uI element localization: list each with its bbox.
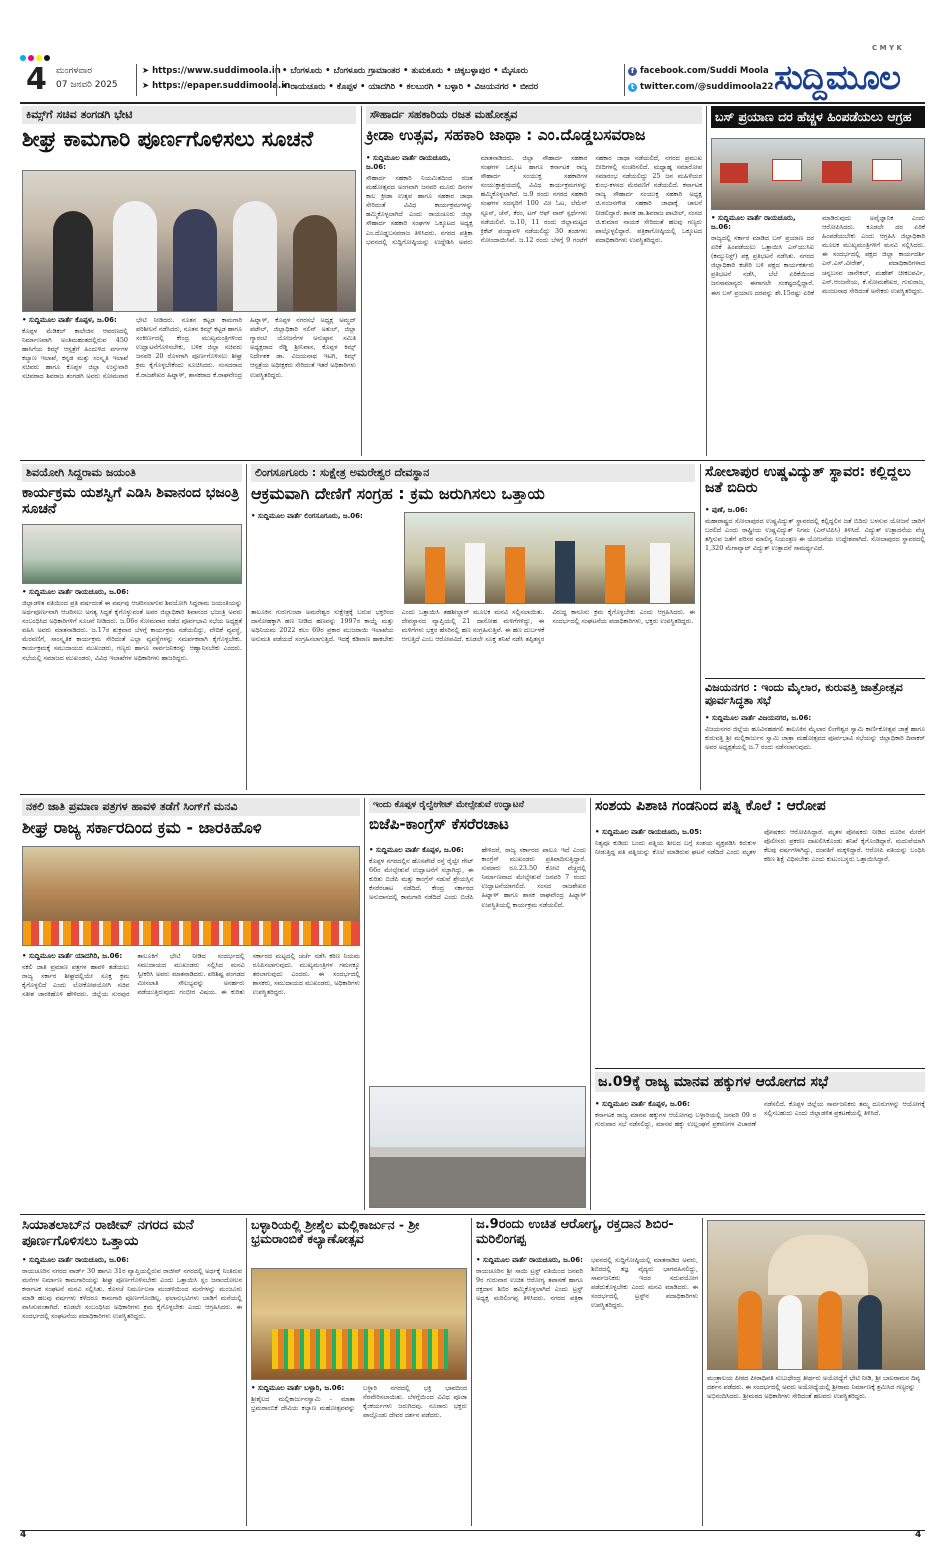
article-body — [22, 952, 360, 1210]
article-souharda-jubilee — [366, 106, 702, 145]
article-body — [369, 846, 586, 1082]
article-kicker: ಲಿಂಗಸೂಗೂರು : ಸುಕ್ಷೇತ್ರ ಅಮರೇಶ್ವರ ದೇವಸ್ಥಾನ — [251, 464, 695, 482]
article-text: ತಾಲೂಕಿನ ಗುರುಗುಂಟಾ ಅಮರೇಶ್ವರ ಸುಕ್ಷೇತ್ರಕ್ಕೆ ಬರುವ ಭಕ್ತರಿಂದ ದಾಸೋಹಕ್ಕಾಗಿ ಹಣ ನೀಡಿದ ಹಣವನ್ನು 1997ರ ಕಾಯ್ದೆ ಮತ್ತು ಅಧಿನಿಯಮ 2022 ಕಲಂ 69ರ ಪ್ರಕಾರ ಮುಜರಾಯಿ ಇಲಾಖೆಯ ಅನುಮತಿ ಪಡೆಯದೆ ಸಂಗ್ರಹಿಸಲಾಗುತ್ತಿದೆ. ಇದಕ್ಕೆ ಕಡಿವಾಣ ಹಾಕಬೇಕು ಎಂದು ಒತ್ತಾಯಿಸಿ ತಹಶೀಲ್ದಾರ್ ಮೂಲಕ ಮನವಿ ಸಲ್ಲಿಸಲಾಯಿತು. ದೇವಸ್ಥಾನದ ವ್ಯಾಪ್ತಿಯಲ್ಲಿ 21 ದಾಸೋಹ ಮಳಿಗೆಗಳಿದ್ದು, ಈ ಮಳಿಗೆಗಳು ಭಕ್ತರ ಹೆಸರಿನಲ್ಲಿ ಹಣ ಸಂಗ್ರಹಿಸುತ್ತಿವೆ. ಈ ಹಣ ದುರ್ಬಳಕೆ ಆಗುತ್ತಿದೆ ಎಂಬ ಆರೋಪವಿದೆ. ಕೂಡಲೇ ಸೂಕ್ತ ತನಿಖೆ ನಡೆಸಿ ತಪ್ಪಿತಸ್ಥರ ವಿರುದ್ಧ ಕಾನೂನು ಕ್ರಮ ಕೈಗೊಳ್ಳಬೇಕು ಎಂದು ಆಗ್ರಹಿಸಿದರು. ಈ ಸಂದರ್ಭದಲ್ಲಿ ಸಂಘಟನೆಯ ಪದಾಧಿಕಾರಿಗಳು, ಭಕ್ತರು ಉಪಸ್ಥಿತರಿದ್ದರು. — [251, 608, 695, 644]
article-body — [595, 828, 925, 1064]
article-text: ವಿಜಯನಗರ ಜಿಲ್ಲೆಯ ಹೂವಿನಹಡಗಲಿ ತಾಲೂಕಿನ ಮೈಲಾರ ಲಿಂಗೇಶ್ವರ ಸ್ವಾಮಿ ಕಾರ್ಣಿಕೋತ್ಸವ ಜಾತ್ರೆ ಹಾಗೂ ಕುರುವತ್ತಿ ಶ್ರೀ ಮಲ್ಲಿಕಾರ್ಜುನ ಸ್ವಾಮಿ ಜಾತ್ರಾ ಮಹೋತ್ಸವದ ಪೂರ್ವಭಾವಿ ಸಭೆಯನ್ನು ಜಿಲ್ಲಾಧಿಕಾರಿ ದಿವಾಕರ್ ಅವರ ಅಧ್ಯಕ್ಷತೆಯಲ್ಲಿ ಜ.7 ರಂದು ನಡೆಸಲಾಗುವುದು. — [705, 725, 925, 752]
article-text: ಜಿಲ್ಲಾಡಳಿತ ವತಿಯಿಂದ ಪ್ರತಿ ವರ್ಷದಂತೆ ಈ ವರ್ಷವು ಆಚರಿಸಲಾಗುವ ಶಿವಯೋಗಿ ಸಿದ್ದರಾಮ ಜಯಂತಿಯನ್ನು ಅರ್ಥಪೂರ್ಣವಾಗಿ ಆಚರಿಸಲು ಅಗತ್ಯ ಸಿದ್ಧತೆ ಕೈಗೊಳ್ಳುವಂತೆ ಅಪರ ಜಿಲ್ಲಾಧಿಕಾರಿ ಶಿವಾನಂದ ಭಜಂತ್ರಿ ಅವರು ಸಂಬಂಧಿಸಿದ ಅಧಿಕಾರಿಗಳಿಗೆ ಸೂಚನೆ ನೀಡಿದರು. ಜ.06ರ ಸೋಮವಾರ ನಡೆದ ಪೂರ್ವಭಾವಿ ಸಭೆಯ ಅಧ್ಯಕ್ಷತೆ ವಹಿಸಿ ಅವರು ಮಾತನಾಡಿದರು. ಜ.17ರ ಶುಕ್ರವಾರ ಬೆಳಗ್ಗೆ ಕಾರ್ಯಕ್ರಮ ನಡೆಯಲಿದ್ದು, ವೇದಿಕೆ ವ್ಯವಸ್ಥೆ, ಮೆರವಣಿಗೆ, ಸಾಂಸ್ಕೃತಿಕ ಕಾರ್ಯಕ್ರಮ ಸೇರಿದಂತೆ ಎಲ್ಲಾ ವ್ಯವಸ್ಥೆಗಳನ್ನು ಸಮರ್ಪಕವಾಗಿ ಕೈಗೊಳ್ಳಬೇಕು. ಕಾರ್ಯಕ್ರಮಕ್ಕೆ ಸಮುದಾಯದ ಮುಖಂಡರು, ಗಣ್ಯರು ಹಾಗೂ ಸಾರ್ವಜನಿಕರನ್ನು ಆಹ್ವಾನಿಸಬೇಕು ಎಂದರು. ಸಭೆಯಲ್ಲಿ ಸಮಾಜದ ಮುಖಂಡರು, ವಿವಿಧ ಇಲಾಖೆಗಳ ಅಧಿಕಾರಿಗಳು ಹಾಜರಿದ್ದರು. — [22, 599, 242, 662]
article-body — [22, 1256, 242, 1526]
article-siddarama-jayanti — [22, 464, 242, 517]
article-headline: ಕ್ರೀಡಾ ಉತ್ಸವ, ಸಹಕಾರಿ ಜಾಥಾ : ಎಂ.ದೊಡ್ಡಬಸವರಾಜ — [366, 125, 646, 144]
article-headline: ಸಿಯಾತಲಾಬ್‌ನ ರಾಜೀವ್ ನಗರದ ಮನೆ ಪೂರ್ಣಗೊಳಿಸಲು ಒತ್ತಾಯ — [22, 1217, 194, 1249]
article-body — [366, 154, 702, 456]
article-text: ಕೊಪ್ಪಳ ಮೆಡಿಕಲ್ ಕಾಲೇಜಿನ ಆವರಣದಲ್ಲಿ ನಿರ್ಮಾಣವಾಗಿ ಅಂತಿಮಹಂತದಲ್ಲಿರುವ 450 ಹಾಸಿಗೆಯ ಕಿಮ್ಸ್ ಆಸ್ಪತ್ರೆಗೆ ಹಿಂದುಳಿದ ವರ್ಗಗಳ ಕಲ್ಯಾಣ ಇಲಾಖೆ, ಕನ್ನಡ ಮತ್ತು ಸಂಸ್ಕೃತಿ ಇಲಾಖೆ ಸಚಿವರು ಹಾಗೂ ಕೊಪ್ಪಳ ಜಿಲ್ಲಾ ಉಸ್ತುವಾರಿ ಸಚಿವರಾದ ಶಿವರಾಜ ತಂಗಡಗಿ ಅವರು ಸೋಮವಾರ ಭೇಟಿ ನೀಡಿದರು. ನೂತನ ಕಟ್ಟಡ ಕಾಮಗಾರಿ ಪರಿಶೀಲನೆ ನಡೆಸಿದರು, ನೂತನ ಕಿಮ್ಸ್ ಕಟ್ಟಡ ಹಾಗೂ ಸಂಕೀರ್ಣದಲ್ಲಿ ಕೇಂದ್ರ ಮುಖ್ಯಮಂತ್ರಿಗಳಿಂದ ಉದ್ಘಾಟನೆಗೊಳಿಸಬೇಕು, ಬಳಿಕ ಜಿಲ್ಲಾ ಸಚಿವರು ಜನವರಿ 20 ರೊಳಗಾಗಿ ಪೂರ್ಣಗೊಳಿಸಲು ಶೀಘ್ರ ಕ್ರಮ ಕೈಗೊಳ್ಳಬೇಕೆಂದು ಸೂಚಿಸಿದರು. ಸಂಸದರಾದ ಕೆ.ರಾಜಶೇಖರ ಹಿಟ್ನಾಳ್, ಶಾಸಕರಾದ ಕೆ.ರಾಘವೇಂದ್ರ ಹಿಟ್ನಾಳ್, ಕೊಪ್ಪಳ ನಗರಸಭೆ ಅಧ್ಯಕ್ಷ ಅಮ್ಜದ್ ಪಟೇಲ್, ಜಿಲ್ಲಾಧಿಕಾರಿ ನಲಿನ್ ಅತುಲ್, ಜಿಲ್ಲಾ ಗ್ಯಾರಂಟಿ ಯೋಜನೆಗಳ ಅನುಷ್ಠಾನ ಸಮಿತಿ ಅಧ್ಯಕ್ಷರಾದ ರೆಡ್ಡಿ ಶ್ರೀನಿವಾಸ, ಕೊಪ್ಪಳ ಕಿಮ್ಸ್ ನಿರ್ದೇಶಕ ಡಾ. ವಿಜಯನಾಥ ಇಟಗಿ, ಕಿಮ್ಸ್ ಆಸ್ಪತ್ರೆಯ ಅಧೀಕ್ಷಕರು ಸೇರಿದಂತೆ ಇತರೆ ಅಧಿಕಾರಿಗಳು ಉಪಸ್ಥಿತರಿದ್ದರು. — [22, 316, 356, 381]
article-byline: • ಸುದ್ದಿಮೂಲ ವಾರ್ತೆ ಲಿಂಗಸೂಗೂರು, ಜ.06: — [251, 512, 363, 520]
article-headline: ಕಾರ್ಯಕ್ರಮ ಯಶಸ್ವಿಗೆ ಎಡಿಸಿ ಶಿವಾನಂದ ಭಜಂತ್ರಿ ಸೂಚನೆ — [22, 484, 239, 517]
article-headline: ಸೋಲಾಪುರ ಉಷ್ಣವಿದ್ಯುತ್ ಸ್ಥಾವರ: ಕಲ್ಲಿದ್ದಲು ಜತೆ ಬಿದಿರು — [705, 464, 911, 497]
article-kicker: ನಕಲಿ ಜಾತಿ ಪ್ರಮಾಣ ಪತ್ರಗಳ ಹಾವಳಿ ತಡೆಗೆ ಸಿಂಗ್‌ಗೆ ಮನವಿ — [22, 798, 360, 816]
photo-bus-fare-protest — [711, 138, 925, 210]
article-bus-fare — [711, 106, 925, 128]
article-fake-caste-certificates — [22, 798, 360, 837]
article-kicker: ಕಿಮ್ಸ್‌ಗೆ ಸಚಿವ ತಂಗಡಗಿ ಭೇಟಿ — [22, 106, 356, 124]
article-rajiv-nagar-houses — [22, 1218, 242, 1249]
article-body — [705, 714, 925, 790]
article-body-continued — [251, 608, 695, 790]
article-text: ಕರ್ನಾಟಕ ರಾಜ್ಯ ಮಾನವ ಹಕ್ಕುಗಳ ಆಯೋಗವು ಬಳ್ಳಾರಿಯಲ್ಲಿ ಜನವರಿ 09 ರ ಗುರುವಾರ ಸಭೆ ನಡೆಸಲಿದ್ದು, ಮಾನವ ಹಕ್ಕು ಉಲ್ಲಂಘನೆ ಪ್ರಕರಣಗಳ ವಿಚಾರಣೆ ನಡೆಸಲಿದೆ. ಕೊಪ್ಪಳ ಜಿಲ್ಲೆಯ ಸಾರ್ವಜನಿಕರು ತಮ್ಮ ದೂರುಗಳನ್ನು ಆಯೋಗಕ್ಕೆ ಸಲ್ಲಿಸಬಹುದು ಎಂದು ಜಿಲ್ಲಾಡಳಿತ ಪ್ರಕಟಣೆಯಲ್ಲಿ ತಿಳಿಸಿದೆ. — [595, 1100, 925, 1129]
photo-caption: ಮಂತ್ರಾಲಯ ಪೀಠದ ಪೀಠಾಧಿಪತಿ ಸುಬುಧೇಂದ್ರ ತೀರ್ಥರು ಅಯೋಧ್ಯೆಗೆ ಭೇಟಿ ನೀಡಿ, ಶ್ರೀ ಬಾಲರಾಮನ ದಿವ್ಯ ದರ್ಶನ ಪಡೆದರು. ಈ ಸಂದರ್ಭದಲ್ಲಿ ಅವರು ಅಯೋಧ್ಯೆಯಲ್ಲಿ ಶ್ರೀರಾಮ ನಿರ್ಮಾಣಕ್ಕೆ ಶ್ರಮಿಸಿದ ಗಣ್ಯರನ್ನು ಅಭಿನಂದಿಸಿದರು. ಶ್ರೀಮಠದ ಅಧಿಕಾರಿಗಳು ಸೇರಿದಂತೆ ಹಲವರು ಉಪಸ್ಥಿತರಿದ್ದರು. — [707, 1374, 921, 1400]
photo-adc-meeting — [22, 524, 242, 584]
facebook-link[interactable]: f facebook.com/Suddi Moola — [628, 66, 769, 76]
epaper-link[interactable]: ➤ https://epaper.suddimoola.in — [142, 81, 291, 91]
article-headline: ಬಿಜೆಪಿ-ಕಾಂಗ್ರೆಸ್ ಕೆಸರೆರಚಾಟ — [369, 815, 509, 834]
article-mylara-jatre — [705, 682, 925, 707]
article-health-camp — [476, 1218, 698, 1248]
article-byline: • ಸುದ್ದಿಮೂಲ ವಾರ್ತೆ ವಿಜಯನಗರ, ಜ.06: — [705, 714, 812, 722]
article-text: ರಾಜ್ಯದಲ್ಲಿ ಸರ್ಕಾರ ಮಾಡಿದ ಬಸ್ ಪ್ರಯಾಣ ದರ ಏರಿಕೆ ಹಿಂಪಡೆಯಲು ಒತ್ತಾಯಿಸಿ ಎಸ್‌ಯುಸಿಐ (ಕಮ್ಯುನಿಸ್ಟ್) ಪಕ್ಷ ಪ್ರತಿಭಟನೆ ನಡೆಸಿತು. ನಗರದ ಜಿಲ್ಲಾಧಿಕಾರಿ ಕಚೇರಿ ಬಳಿ ಪಕ್ಷದ ಕಾರ್ಯಕರ್ತರು ಪ್ರತಿಭಟನೆ ನಡೆಸಿ, ಬೆಲೆ ಏರಿಕೆಯಿಂದ ಜನಸಾಮಾನ್ಯರು ಈಗಾಗಲೇ ಸಂಕಷ್ಟದಲ್ಲಿದ್ದಾರೆ. ಈಗ ಬಸ್ ಪ್ರಯಾಣ ದರವನ್ನು ಶೇ.15ರಷ್ಟು ಏರಿಕೆ ಮಾಡಿರುವುದು ಅವೈಜ್ಞಾನಿಕ ಎಂದು ಆರೋಪಿಸಿದರು. ಕೂಡಲೇ ದರ ಏರಿಕೆ ಹಿಂಪಡೆಯಬೇಕು ಎಂದು ಆಗ್ರಹಿಸಿ ಜಿಲ್ಲಾಧಿಕಾರಿ ಮೂಲಕ ಮುಖ್ಯಮಂತ್ರಿಗಳಿಗೆ ಮನವಿ ಸಲ್ಲಿಸಿದರು. ಈ ಸಂದರ್ಭದಲ್ಲಿ ಪಕ್ಷದ ಜಿಲ್ಲಾ ಕಾರ್ಯದರ್ಶಿ ಎನ್.ಎಸ್.ವೀರೇಶ್, ಪದಾಧಿಕಾರಿಗಳಾದ ಚನ್ನಬಸವ ಜಾನೇಕಲ್, ಮಹೇಶ್ ಚೀಕಲಪರ್ವಿ, ಎನ್.ಆಂಜನೇಯ, ಕೆ.ಸೋಮಶೇಖರ, ಗುರುರಾಜ, ಮಂಜುನಾಥ ಸೇರಿದಂತೆ ಅನೇಕರು ಉಪಸ್ಥಿತರಿದ್ದರು. — [711, 214, 925, 297]
article-byline: • ಸುದ್ದಿಮೂಲ ವಾರ್ತೆ ಕೊಪ್ಪಳ, ಜ.06: — [595, 1100, 690, 1108]
article-solapur-power — [705, 464, 925, 496]
website-link[interactable]: ➤ https://www.suddimoola.in — [142, 66, 281, 76]
article-byline: • ಸುದ್ದಿಮೂಲ ವಾರ್ತೆ ರಾಯಚೂರು, ಜ.06: — [366, 154, 451, 171]
article-body — [595, 1100, 925, 1210]
page-number: 4 — [26, 62, 47, 97]
article-kalyanotsava — [251, 1218, 467, 1247]
arrow-icon: ➤ — [142, 81, 150, 91]
article-wife-murder — [595, 798, 925, 814]
photo-temple-petition — [404, 512, 695, 604]
article-body — [251, 1384, 467, 1526]
article-kims-visit — [22, 106, 356, 151]
article-headline: ವಿಜಯನಗರ : ಇಂದು ಮೈಲಾರ, ಕುರುವತ್ತಿ ಜಾತ್ರೋತ್ಸವ ಪೂರ್ವಸಿದ್ಧತಾ ಸಭೆ — [705, 681, 903, 707]
footer-page-number-left: 4 — [20, 1530, 27, 1540]
article-headline: ಬಳ್ಳಾರಿಯಲ್ಲಿ ಶ್ರೀಶೈಲ ಮಲ್ಲಿಕಾರ್ಜುನ - ಶ್ರೀ ಭ್ರಮರಾಂಬಿಕೆ ಕಲ್ಯಾಣೋತ್ಸವ — [251, 1217, 420, 1247]
article-byline: • ಸುದ್ದಿಮೂಲ ವಾರ್ತೆ ಬಳ್ಳಾರಿ, ಜ.06: — [251, 1384, 345, 1392]
photo-ayodhya-visit — [707, 1220, 925, 1370]
article-byline: • ಸುದ್ದಿಮೂಲ ವಾರ್ತೆ ಕೊಪ್ಪಳ, ಜ.06: — [22, 316, 117, 324]
article-text: ಶ್ರೀಶೈಲದ ಮಲ್ಲಿಕಾರ್ಜುನಸ್ವಾಮಿ - ಮಾತಾ ಭ್ರಮರಾಂಬಿಕೆ ದೇವಿಯ ಕಲ್ಯಾಣ ಮಹೋತ್ಸವವನ್ನು ಬಳ್ಳಾರಿ ನಗರದಲ್ಲಿ ಭಕ್ತಿ ಭಾವದಿಂದ ನೆರವೇರಿಸಲಾಯಿತು. ಬೆಳಗ್ಗೆಯಿಂದ ವಿವಿಧ ಪೂಜಾ ಕೈಂಕರ್ಯಗಳು ಜರುಗಿದವು. ನೂರಾರು ಭಕ್ತರು ಪಾಲ್ಗೊಂಡು ದೇವರ ದರ್ಶನ ಪಡೆದರು. — [251, 1384, 467, 1420]
article-amareshwara-donation — [251, 464, 695, 503]
photo-jarkiholi-event — [22, 846, 360, 946]
article-headline: ಜ.09ಕ್ಕೆ ರಾಜ್ಯ ಮಾನವ ಹಕ್ಕುಗಳ ಆಯೋಗದ ಸಭೆ — [595, 1072, 925, 1092]
article-kicker: ಶಿವಯೋಗಿ ಸಿದ್ದರಾಮ ಜಯಂತಿ — [22, 464, 242, 482]
article-headline: ಬಸ್ ಪ್ರಯಾಣ ದರ ಹೆಚ್ಚಳ ಹಿಂಪಡೆಯಲು ಆಗ್ರಹ — [711, 106, 925, 128]
article-headline: ಆಕ್ರಮವಾಗಿ ದೇಣಿಗೆ ಸಂಗ್ರಹ : ಕ್ರಮ ಜರುಗಿಸಲು ಒತ್ತಾಯ — [251, 483, 545, 503]
facebook-icon: f — [628, 67, 637, 76]
article-flyover-inauguration — [369, 798, 586, 834]
issue-day: ಮಂಗಳವಾರ — [56, 66, 93, 76]
photo-flyover — [369, 1086, 586, 1208]
article-byline: • ಸುದ್ದಿಮೂಲ ವಾರ್ತೆ ರಾಯಚೂರು, ಜ.06: — [476, 1256, 583, 1264]
article-body — [705, 506, 925, 676]
article-byline: • ಸುದ್ದಿಮೂಲ ವಾರ್ತೆ ರಾಯಚೂರು, ಜ.06: — [22, 1256, 129, 1264]
article-text: ನಕಲಿ ಜಾತಿ ಪ್ರಮಾಣ ಪತ್ರಗಳ ಹಾವಳಿ ತಡೆಯಲು ರಾಜ್ಯ ಸರ್ಕಾರ ಶೀಘ್ರದಲ್ಲಿಯೇ ಸೂಕ್ತ ಕ್ರಮ ಕೈಗೊಳ್ಳಲಿದೆ ಎಂದು ಲೋಕೋಪಯೋಗಿ ಸಚಿವ ಸತೀಶ ಜಾರಕಿಹೊಳಿ ಹೇಳಿದರು. ಜಿಲ್ಲೆಯ ಸುರಪುರ ತಾಲೂಕಿಗೆ ಭೇಟಿ ನೀಡಿದ ಸಂದರ್ಭದಲ್ಲಿ ಸಮುದಾಯದ ಮುಖಂಡರು ಸಲ್ಲಿಸಿದ ಮನವಿ ಸ್ವೀಕರಿಸಿ ಅವರು ಮಾತನಾಡಿದರು. ಪರಿಶಿಷ್ಟ ಪಂಗಡದ ಮೀಸಲಾತಿ ಸೌಲಭ್ಯವನ್ನು ಅನರ್ಹರು ಪಡೆಯುತ್ತಿರುವುದು ಗಂಭೀರ ವಿಷಯ. ಈ ಕುರಿತು ಸರ್ಕಾರದ ಮಟ್ಟದಲ್ಲಿ ಚರ್ಚೆ ನಡೆಸಿ ಕಠಿಣ ನಿಯಮ ರೂಪಿಸಲಾಗುವುದು. ಮುಖ್ಯಮಂತ್ರಿಗಳ ಗಮನಕ್ಕೂ ತರಲಾಗುವುದು ಎಂದರು. ಈ ಸಂದರ್ಭದಲ್ಲಿ ಶಾಸಕರು, ಸಮುದಾಯದ ಮುಖಂಡರು, ಅಧಿಕಾರಿಗಳು ಉಪಸ್ಥಿತರಿದ್ದರು. — [22, 952, 360, 999]
article-byline: • ಸುದ್ದಿಮೂಲ ವಾರ್ತೆ ಕೊಪ್ಪಳ, ಜ.06: — [369, 846, 464, 854]
cmyk-label: C M Y K — [872, 44, 902, 52]
article-text: ರಾಯಚೂರಿನ ಶ್ರೀ ಸಾಯಿ ಟ್ರಸ್ಟ್ ವತಿಯಿಂದ ಜನವರಿ 9ರ ಗುರುವಾರ ಉಚಿತ ಆರೋಗ್ಯ ತಪಾಸಣೆ ಹಾಗೂ ರಕ್ತದಾನ ಶಿಬಿರ ಹಮ್ಮಿಕೊಳ್ಳಲಾಗಿದೆ ಎಂದು ಟ್ರಸ್ಟ್ ಅಧ್ಯಕ್ಷ ಮರಿಲಿಂಗಪ್ಪ ತಿಳಿಸಿದರು. ನಗರದ ಪತ್ರಿಕಾ ಭವನದಲ್ಲಿ ಸುದ್ದಿಗೋಷ್ಠಿಯಲ್ಲಿ ಮಾತನಾಡಿದ ಅವರು, ಶಿಬಿರದಲ್ಲಿ ತಜ್ಞ ವೈದ್ಯರು ಭಾಗವಹಿಸಲಿದ್ದು, ಸಾರ್ವಜನಿಕರು ಇದರ ಸದುಪಯೋಗ ಪಡೆದುಕೊಳ್ಳಬೇಕು ಎಂದು ಮನವಿ ಮಾಡಿದರು. ಈ ಸಂದರ್ಭದಲ್ಲಿ ಟ್ರಸ್ಟ್‌ನ ಪದಾಧಿಕಾರಿಗಳು ಉಪಸ್ಥಿತರಿದ್ದರು. — [476, 1256, 698, 1310]
article-kicker: ಸೌಹಾರ್ದ ಸಹಕಾರಿಯ ರಜತ ಮಹೋತ್ಸವ — [366, 106, 702, 124]
article-kicker: ಇಂದು ಕೊಪ್ಪಳ ರೈಲ್ವೇಗೇಟ್ ಮೇಲ್ಸೇತುವೆ ಉದ್ಘಾಟನೆ — [369, 798, 586, 813]
article-body — [476, 1256, 698, 1526]
photo-kalyanotsava — [251, 1268, 467, 1380]
cities-row-2: • ರಾಯಚೂರು • ಕೊಪ್ಪಳ • ಯಾದಗಿರಿ • ಕಲಬುರಗಿ • ಬಳ್ಳಾರಿ • ವಿಜಯನಗರ • ಬೀದರ — [282, 82, 539, 92]
article-text: ರಾಯಚೂರಿನ ನಗರದ ವಾರ್ಡ್ 30 ಹಾಗೂ 31ರ ವ್ಯಾಪ್ತಿಯಲ್ಲಿರುವ ರಾಜೀವ್ ನಗರದಲ್ಲಿ ಅರ್ಧಕ್ಕೆ ನಿಂತಿರುವ ಮನೆಗಳ ನಿರ್ಮಾಣ ಕಾಮಗಾರಿಯನ್ನು ಶೀಘ್ರ ಪೂರ್ಣಗೊಳಿಸಬೇಕು ಎಂದು ಒತ್ತಾಯಿಸಿ ಸ್ಲಂ ಜನಾಂದೋಲನ ಕರ್ನಾಟಕ ಸಂಘಟನೆ ಮನವಿ ಸಲ್ಲಿಸಿತು. ಕೊಳಚೆ ನಿರ್ಮೂಲನಾ ಮಂಡಳಿಯಿಂದ ಮನೆಗಳನ್ನು ಮಂಜೂರು ಮಾಡಿ ಹಲವು ವರ್ಷಗಳು ಕಳೆದರೂ ಕಾಮಗಾರಿ ಪೂರ್ಣಗೊಂಡಿಲ್ಲ. ಫಲಾನುಭವಿಗಳು ಬಾಡಿಗೆ ಮನೆಯಲ್ಲಿ ವಾಸಿಸುವಂತಾಗಿದೆ. ಕೂಡಲೇ ಸಂಬಂಧಿಸಿದ ಅಧಿಕಾರಿಗಳು ಕ್ರಮ ಕೈಗೊಳ್ಳಬೇಕು ಎಂದು ಆಗ್ರಹಿಸಿದರು. ಈ ಸಂದರ್ಭದಲ್ಲಿ ಸಂಘಟನೆಯ ಪದಾಧಿಕಾರಿಗಳು ಉಪಸ್ಥಿತರಿದ್ದರು. — [22, 1267, 242, 1321]
article-headline: ಸಂಶಯ ಪಿಶಾಚಿ ಗಂಡನಿಂದ ಪತ್ನಿ ಕೊಲೆ : ಆರೋಪ — [595, 798, 826, 814]
article-headline: ಜ.9ರಂದು ಉಚಿತ ಆರೋಗ್ಯ, ರಕ್ತದಾನ ಶಿಬಿರ-ಮರಿಲಿಂಗಪ್ಪ — [476, 1217, 674, 1247]
photo-kims-visit — [22, 170, 356, 312]
article-byline: • ಸುದ್ದಿಮೂಲ ವಾರ್ತೆ ಯಾದಗಿರಿ, ಜ.06: — [22, 952, 123, 960]
article-text: ಸೌಹಾರ್ದ ಸಹಕಾರಿ ನಿಯಮಿತದಿಂದ ರಜತ ಮಹೋತ್ಸವದ ಅಂಗವಾಗಿ ಜನವರಿ ಮೂರು ದಿನಗಳ ಕಾಲ ಕ್ರೀಡಾ ಉತ್ಸವ ಹಾಗೂ ಸಹಕಾರ ಜಾಥಾ ಸೇರಿದಂತೆ ವಿವಿಧ ಕಾರ್ಯಕ್ರಮಗಳನ್ನು ಹಮ್ಮಿಕೊಳ್ಳಲಾಗಿದೆ ಎಂದು ರಾಯಚೂರು ಜಿಲ್ಲಾ ಸೌಹಾರ್ದ ಸಹಕಾರಿ ಸಂಘಗಳ ಒಕ್ಕೂಟದ ಅಧ್ಯಕ್ಷ ಎಂ.ದೊಡ್ಡಬಸವರಾಜ ತಿಳಿಸಿದರು. ನಗರದ ಪತ್ರಿಕಾ ಭವನದಲ್ಲಿ ಸುದ್ದಿಗೋಷ್ಠಿಯನ್ನು ಉದ್ದೇಶಿಸಿ ಅವರು ಮಾತನಾಡಿದರು. ಜಿಲ್ಲಾ ಸೌಹಾರ್ದ ಸಹಕಾರ ಸಂಘಗಳ ಒಕ್ಕೂಟ ಹಾಗೂ ಕರ್ನಾಟಕ ರಾಜ್ಯ ಸೌಹಾರ್ದ ಸಂಯುಕ್ತ ಸಹಕಾರಿಗಳ ಸಂಯುಕ್ತಾಶ್ರಯದಲ್ಲಿ ವಿವಿಧ ಕಾರ್ಯಕ್ರಮಗಳನ್ನು ಹಮ್ಮಿಕೊಳ್ಳಲಾಗಿದೆ. ಜ.9 ರಂದು ನಗರದ ಸಹಕಾರಿ ಸಂಘಗಳ ಸದಸ್ಯರಿಗೆ 100 ಮೀ ಓಟ, ಲೆಮೆನ್ ಸ್ಪೂನ್, ಚೆಸ್, ಕೆರಂ, ಟಗ್ ಆಫ್ ವಾರ್ ಸ್ಪರ್ಧೆಗಳು ನಡೆಯಲಿವೆ. ಜ.10, 11 ರಂದು ಜಿಲ್ಲಾಮಟ್ಟದ ಕ್ರಿಕೆಟ್ ಪಂದ್ಯಾವಳಿ ನಡೆಯಲಿದ್ದು 30 ತಂಡಗಳು ನೋಂದಾಯಿಸಿವೆ. ಜ.12 ರಂದು ಬೆಳಗ್ಗೆ 9 ಗಂಟೆಗೆ ಸಹಕಾರ ಜಾಥಾ ನಡೆಯಲಿದೆ, ನಗರದ ಪ್ರಮುಖ ಬೀದಿಗಳಲ್ಲಿ ಸಂಚರಿಸಲಿದೆ. ಮಧ್ಯಾಹ್ನ ಸಮಾರೋಪ ಸಮಾರಂಭ ನಡೆಯಲಿದ್ದು 25 ಜನ ಮಹಿಳೆಯರ ಕುಂಭ-ಕಳಸದ ಮೆರವಣಿಗೆ ನಡೆಯಲಿದೆ. ಕರ್ನಾಟಕ ರಾಜ್ಯ ಸೌಹಾರ್ದ ಸಂಯುಕ್ತ ಸಹಕಾರಿ ಅಧ್ಯಕ್ಷ ಜಿ.ನಂಜನಗೌಡ ಸಹಕಾರಿ ಜಾಥಾಕ್ಕೆ ಚಾಲನೆ ನೀಡಲಿದ್ದಾರೆ. ಶಾಸಕ ಡಾ.ಶಿವರಾಜ ಪಾಟೀಲ್, ಸಂಸದ ಜಿ.ಕುಮಾರ ನಾಯಕ ಸೇರಿದಂತೆ ಹಲವು ಗಣ್ಯರು ಪಾಲ್ಗೊಳ್ಳಲಿದ್ದಾರೆ. ಪತ್ರಿಕಾಗೋಷ್ಠಿಯಲ್ಲಿ ಒಕ್ಕೂಟದ ಪದಾಧಿಕಾರಿಗಳು ಉಪಸ್ಥಿತರಿದ್ದರು. — [366, 154, 702, 246]
article-text: ಕೊಪ್ಪಳ ನಗರದಲ್ಲಿನ ಹೊಸಪೇಟೆ ರಸ್ತೆ ರೈಲ್ವೇ ಗೇಟ್ 66ರ ಮೇಲ್ಸೇತುವೆ ಉದ್ಘಾಟನೆಗೆ ಸಜ್ಜಾಗಿದ್ದು, ಈ ಕುರಿತು ಬಿಜೆಪಿ ಮತ್ತು ಕಾಂಗ್ರೆಸ್ ನಡುವೆ ಶ್ರೇಯಸ್ಸಿನ ಕೆಸರೆರಚಾಟ ನಡೆದಿದೆ. ಕೇಂದ್ರ ಸರ್ಕಾರದ ಅನುದಾನದಲ್ಲಿ ಕಾಮಗಾರಿ ನಡೆದಿದೆ ಎಂದು ಬಿಜೆಪಿ ಹೇಳಿದರೆ, ರಾಜ್ಯ ಸರ್ಕಾರದ ಪಾಲೂ ಇದೆ ಎಂದು ಕಾಂಗ್ರೆಸ್ ಮುಖಂಡರು ಪ್ರತಿಪಾದಿಸುತ್ತಿದ್ದಾರೆ. ಸುಮಾರು ರೂ.23.50 ಕೋಟಿ ವೆಚ್ಚದಲ್ಲಿ ನಿರ್ಮಾಣವಾದ ಮೇಲ್ಸೇತುವೆ ಜನವರಿ 7 ರಂದು ಉದ್ಘಾಟನೆಯಾಗಲಿದೆ. ಸಂಸದ ರಾಜಶೇಖರ ಹಿಟ್ನಾಳ್ ಹಾಗೂ ಶಾಸಕ ರಾಘವೇಂದ್ರ ಹಿಟ್ನಾಳ್ ಉಪಸ್ಥಿತಿಯಲ್ಲಿ ಕಾರ್ಯಕ್ರಮ ನಡೆಯಲಿದೆ. — [369, 846, 586, 909]
cities-row-1: • ಬೆಂಗಳೂರು • ಬೆಂಗಳೂರು ಗ್ರಾಮಾಂತರ • ತುಮಕೂರು • ಚಿಕ್ಕಬಳ್ಳಾಪುರ • ಮೈಸೂರು — [282, 66, 528, 76]
article-byline: • ಪುಣೆ, ಜ.06: — [705, 506, 748, 514]
article-headline: ಶೀಘ್ರ ರಾಜ್ಯ ಸರ್ಕಾರದಿಂದ ಕ್ರಮ - ಜಾರಕಿಹೊಳಿ — [22, 817, 262, 837]
article-byline: • ಸುದ್ದಿಮೂಲ ವಾರ್ತೆ ರಾಯಚೂರು, ಜ.06: — [711, 214, 796, 231]
article-byline: • ಸುದ್ದಿಮೂಲ ವಾರ್ತೆ ರಾಯಚೂರು, ಜ.06: — [22, 588, 129, 596]
issue-date: 07 ಜನವರಿ 2025 — [56, 80, 118, 90]
article-human-rights-meeting — [595, 1072, 925, 1092]
twitter-icon: t — [628, 83, 637, 92]
article-text: ನಿತ್ಯವೂ ಕುಡಿದು ಬಂದು ಪತ್ನಿಯ ಶೀಲದ ಬಗ್ಗೆ ಸಂಶಯ ವ್ಯಕ್ತಪಡಿಸಿ ಕಿರುಕುಳ ನೀಡುತ್ತಿದ್ದ ಪತಿ ಪತ್ನಿಯನ್ನು ಕೊಲೆ ಮಾಡಿರುವ ಘಟನೆ ನಡೆದಿದೆ ಎಂದು ಮೃತಳ ಪೋಷಕರು ಆರೋಪಿಸಿದ್ದಾರೆ. ಮೃತಳ ಪೋಷಕರು ನೀಡಿದ ದೂರಿನ ಮೇರೆಗೆ ಪೊಲೀಸರು ಪ್ರಕರಣ ದಾಖಲಿಸಿಕೊಂಡು ತನಿಖೆ ಕೈಗೊಂಡಿದ್ದಾರೆ. ಮದುವೆಯಾಗಿ ಕೆಲವು ವರ್ಷಗಳಾಗಿದ್ದು, ದಂಪತಿಗೆ ಮಕ್ಕಳಿದ್ದಾರೆ. ಆರೋಪಿ ಪತಿಯನ್ನು ಬಂಧಿಸಿ ಕಠಿಣ ಶಿಕ್ಷೆ ವಿಧಿಸಬೇಕು ಎಂದು ಕುಟುಂಬಸ್ಥರು ಒತ್ತಾಯಿಸಿದ್ದಾರೆ. — [595, 828, 925, 864]
article-headline: ಶೀಘ್ರ ಕಾಮಗಾರಿ ಪೂರ್ಣಗೊಳಿಸಲು ಸೂಚನೆ — [22, 126, 314, 151]
article-body — [711, 214, 925, 456]
article-text: ಮಹಾರಾಷ್ಟ್ರದ ಸೋಲಾಪುರದ ಉಷ್ಣವಿದ್ಯುತ್ ಸ್ಥಾವರದಲ್ಲಿ ಕಲ್ಲಿದ್ದಲಿನ ಜತೆ ಬಿದಿರು ಬಳಸುವ ಯೋಜನೆ ಜಾರಿಗೆ ಬರಲಿದೆ ಎಂದು ರಾಷ್ಟ್ರೀಯ ಉಷ್ಣವಿದ್ಯುತ್ ನಿಗಮ (ಎನ್‌ಟಿಪಿಸಿ) ತಿಳಿಸಿದೆ. ವಿದ್ಯುತ್ ಉತ್ಪಾದನೆಯ ವೆಚ್ಚ ತಗ್ಗಿಸುವ ಜತೆಗೆ ಪರಿಸರ ಮಾಲಿನ್ಯ ನಿಯಂತ್ರಣ ಈ ಯೋಜನೆಯ ಉದ್ದೇಶವಾಗಿದೆ. ಸೋಲಾಪುರದ ಸ್ಥಾವರದಲ್ಲಿ 1,320 ಮೆಗಾವ್ಯಾಟ್ ವಿದ್ಯುತ್ ಉತ್ಪಾದನೆ ಸಾಮರ್ಥ್ಯವಿದೆ. — [705, 517, 925, 553]
article-byline: • ಸುದ್ದಿಮೂಲ ವಾರ್ತೆ ರಾಯಚೂರು, ಜ.05: — [595, 828, 702, 836]
article-body — [251, 512, 399, 604]
twitter-link[interactable]: t twitter.com/@suddimoola22 — [628, 82, 773, 92]
article-body — [22, 588, 242, 788]
arrow-icon: ➤ — [142, 66, 150, 76]
masthead-logo: ಸುದ್ದಿಮೂಲ — [774, 58, 900, 98]
footer-page-number-right: 4 — [915, 1530, 922, 1540]
article-body — [22, 316, 356, 456]
